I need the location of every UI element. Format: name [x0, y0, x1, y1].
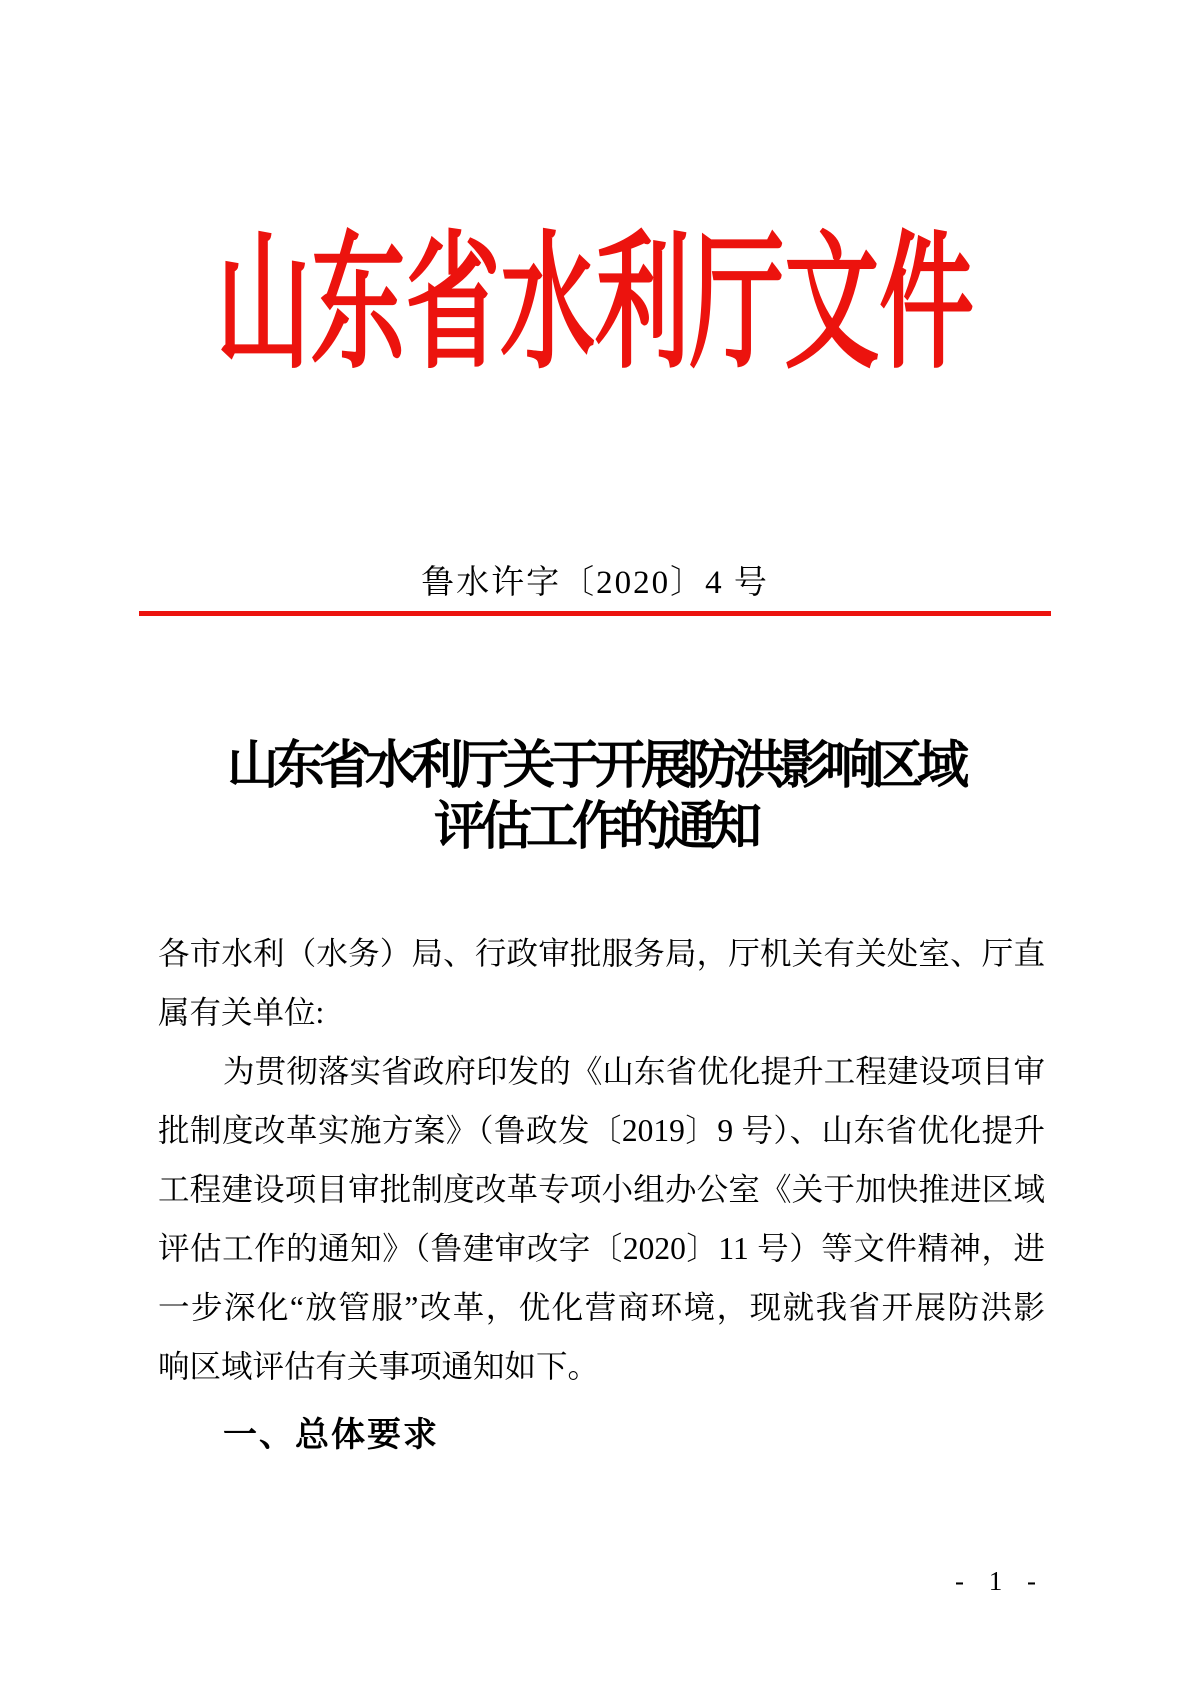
document-title	[0, 736, 1190, 858]
body-line: 属有关单位:	[158, 995, 325, 1030]
body-line: 为贯彻落实省政府印发的《山东省优化提升工程建设项目审	[223, 1054, 1045, 1089]
body-line: 一步深化“放管服”改革，优化营商环境，现就我省开展防洪影	[158, 1290, 1045, 1325]
body-line: 评估工作的通知》（鲁建审改字〔2020〕11 号）等文件精神，进	[158, 1231, 1045, 1266]
section-heading: 一、总体要求	[223, 1416, 439, 1454]
agency-banner	[0, 223, 1190, 387]
page-number: - 1 -	[955, 1566, 1045, 1596]
body-line: 各市水利（水务）局、行政审批服务局，厅机关有关处室、厅直	[158, 936, 1045, 971]
doc-number: 鲁水许字〔2020〕4 号	[421, 565, 769, 601]
document-body	[158, 924, 1045, 1465]
body-line: 响区域评估有关事项通知如下。	[158, 1349, 600, 1384]
body-line: 工程建设项目审批制度改革专项小组办公室《关于加快推进区域	[158, 1172, 1045, 1207]
body-line: 批制度改革实施方案》（鲁政发〔2019〕9 号）、山东省优化提升	[158, 1113, 1045, 1148]
agency-banner-title: 山东省水利厅文件	[216, 223, 974, 387]
document-title-line-2: 评估工作的通知	[433, 799, 756, 856]
document-title-line-1: 山东省水利厅关于开展防洪影响区域	[226, 738, 963, 795]
red-divider-line	[139, 611, 1051, 616]
